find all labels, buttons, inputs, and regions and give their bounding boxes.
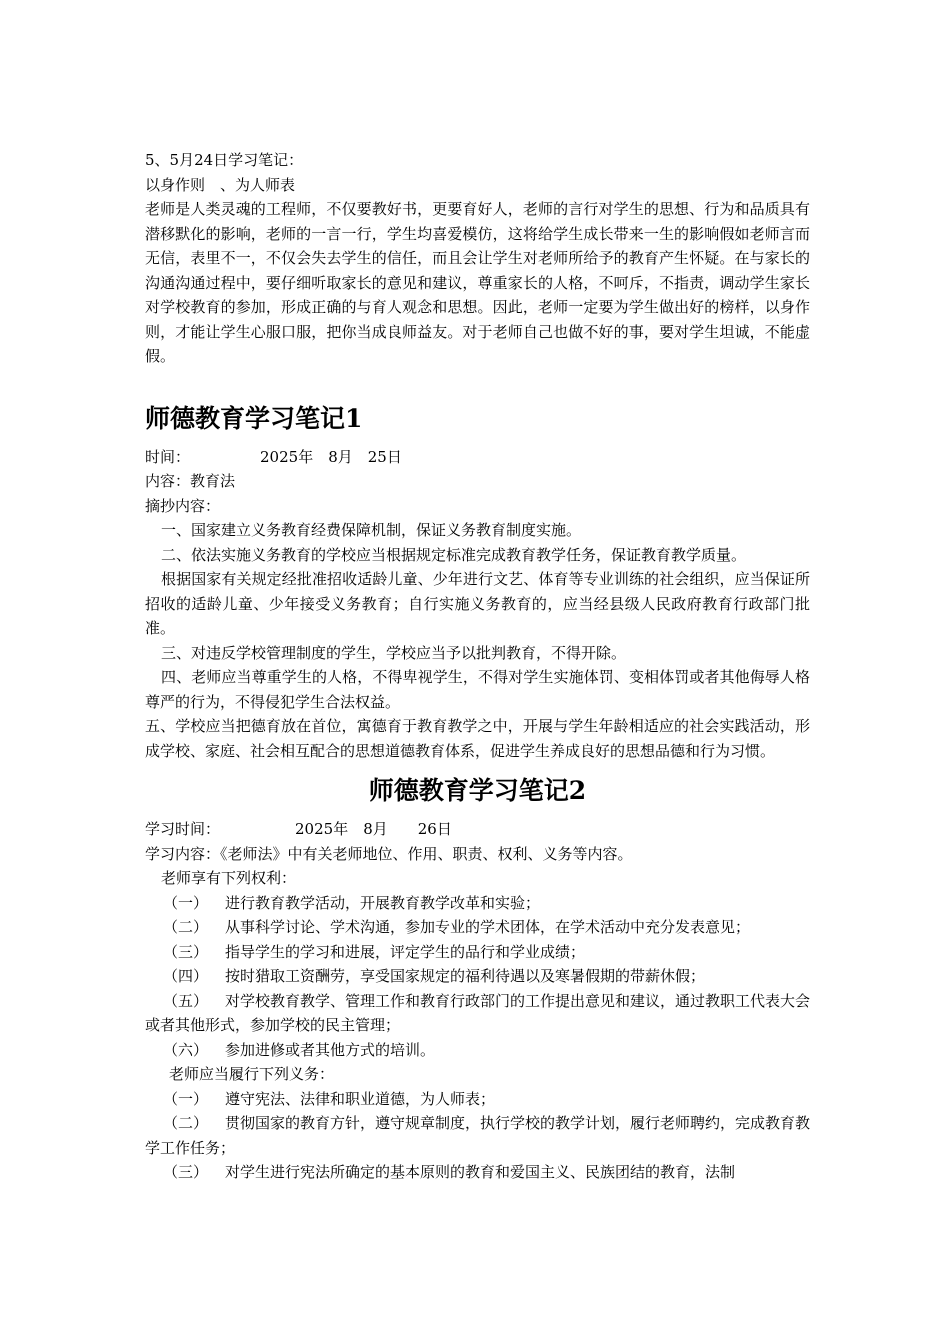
right-item-number: （二） xyxy=(163,918,209,936)
right-item-text: 指导学生的学习和进展，评定学生的品行和学业成绩； xyxy=(225,942,586,961)
note-subtitle: 以身作则 、为人师表 xyxy=(145,175,296,194)
note1-item-4: 四、老师应当尊重学生的人格，不得卑视学生，不得对学生实施体罚、变相体罚或者其他侮辱人格尊严的行为，不得侵犯学生合法权益。 xyxy=(145,668,810,711)
duty-item-1 xyxy=(145,1087,810,1112)
note1-excerpt-label: 摘抄内容： xyxy=(145,496,221,515)
note1-time-label: 时间： xyxy=(145,447,191,466)
duty-item-number: （三） xyxy=(163,1163,209,1181)
note1-item-3: 三、对违反学校管理制度的学生，学校应当予以批判教育，不得开除。 xyxy=(161,643,627,662)
right-item-number: （三） xyxy=(163,942,209,961)
rights-list xyxy=(145,891,810,1063)
right-item-number: （五） xyxy=(163,991,209,1010)
note2-time xyxy=(145,817,810,842)
right-item-1 xyxy=(145,891,810,916)
note2-rights-intro: 老师享有下列权利： xyxy=(161,869,297,887)
duty-item-2 xyxy=(145,1111,810,1160)
right-item-number: （六） xyxy=(163,1040,209,1059)
duty-item-text: 遵守宪法、法律和职业道德，为人师表； xyxy=(225,1089,496,1108)
duty-item-number: （二） xyxy=(163,1114,209,1132)
note1-item-1: 一、国家建立义务教育经费保障机制，保证义务教育制度实施。 xyxy=(161,521,582,539)
note-paragraph: 老师是人类灵魂的工程师，不仅要教好书，更要育好人，老师的言行对学生的思想、行为和品质具有潜移默化的影响，老师的一言一行，学生均喜爱模仿，这将给学生成长带来一生的影响假如老师言而无信，表里不一，不仅会失去学生的信任，而且会让学生对老师所给予的教育产生怀疑。在与家长的沟通沟通过程中，要仔细听取家长的意见和建议，尊重家长的人格，不呵斥，不指责，调动学生家长对学校教育的参加，形成正确的与育人观念和思想。因此，老师一定要为学生做出好的榜样，以身作则，才能让学生心服口服，把你当成良师益友。对于老师自己也做不好的事，要对学生坦诚，不能虚假。 xyxy=(145,200,810,365)
duties-list xyxy=(145,1087,810,1185)
note1-item-2: 二、依法实施义务教育的学校应当根据规定标准完成教育教学任务，保证教育教学质量。 xyxy=(161,545,747,564)
note1-item-5: 五、学校应当把德育放在首位，寓德育于教育教学之中，开展与学生年龄相适应的社会实践活动，形成学校、家庭、社会相互配合的思想道德教育体系，促进学生养成良好的思想品德和行为习惯。 xyxy=(145,717,810,760)
note2-time-value: 2025年 8月 26日 xyxy=(295,820,452,838)
right-item-6 xyxy=(145,1038,810,1063)
right-item-text: 按时猎取工资酬劳，享受国家规定的福利待遇以及寒暑假期的带薪休假； xyxy=(225,967,706,985)
right-item-3 xyxy=(145,940,810,965)
note1-item-2-detail: 根据国家有关规定经批准招收适龄儿童、少年进行文艺、体育等专业训练的社会组织，应当保证所招收的适龄儿童、少年接受义务教育；自行实施义务教育的，应当经县级人民政府教育行政部门批准。 xyxy=(145,570,810,637)
duty-item-text: 贯彻国家的教育方针，遵守规章制度，执行学校的教学计划，履行老师聘约，完成教育教学工作任务； xyxy=(145,1114,811,1157)
document-page xyxy=(145,148,810,1185)
note2-heading: 师德教育学习笔记2 xyxy=(368,776,587,805)
duty-item-3 xyxy=(145,1160,810,1185)
note1-heading: 师德教育学习笔记1 xyxy=(145,403,363,433)
duty-item-text: 对学生进行宪法所确定的基本原则的教育和爱国主义、民族团结的教育，法制 xyxy=(225,1163,736,1181)
note2-duties-intro: 老师应当履行下列义务： xyxy=(169,1065,335,1083)
note2-time-label: 学习时间： xyxy=(145,820,221,838)
right-item-5 xyxy=(145,989,810,1038)
note1-content: 内容：教育法 xyxy=(145,472,236,490)
right-item-text: 对学校教育教学、管理工作和教育行政部门的工作提出意见和建议，通过教职工代表大会或者其他形式，参加学校的民主管理； xyxy=(145,991,811,1034)
note1-time-value: 2025年 8月 25日 xyxy=(260,447,402,466)
note-date-heading: 5、5月24日学习笔记： xyxy=(145,151,304,169)
note2-content: 学习内容：《老师法》中有关老师地位、作用、职责、权利、义务等内容。 xyxy=(145,844,633,863)
note1-time xyxy=(145,445,810,470)
right-item-text: 参加进修或者其他方式的培训。 xyxy=(225,1040,436,1059)
right-item-4 xyxy=(145,964,810,989)
right-item-number: （一） xyxy=(163,893,209,912)
right-item-text: 从事科学讨论、学术沟通，参加专业的学术团体，在学术活动中充分发表意见； xyxy=(225,918,751,936)
right-item-2 xyxy=(145,915,810,940)
right-item-text: 进行教育教学活动，开展教育教学改革和实验； xyxy=(225,893,541,912)
right-item-number: （四） xyxy=(163,967,209,985)
duty-item-number: （一） xyxy=(163,1089,209,1108)
